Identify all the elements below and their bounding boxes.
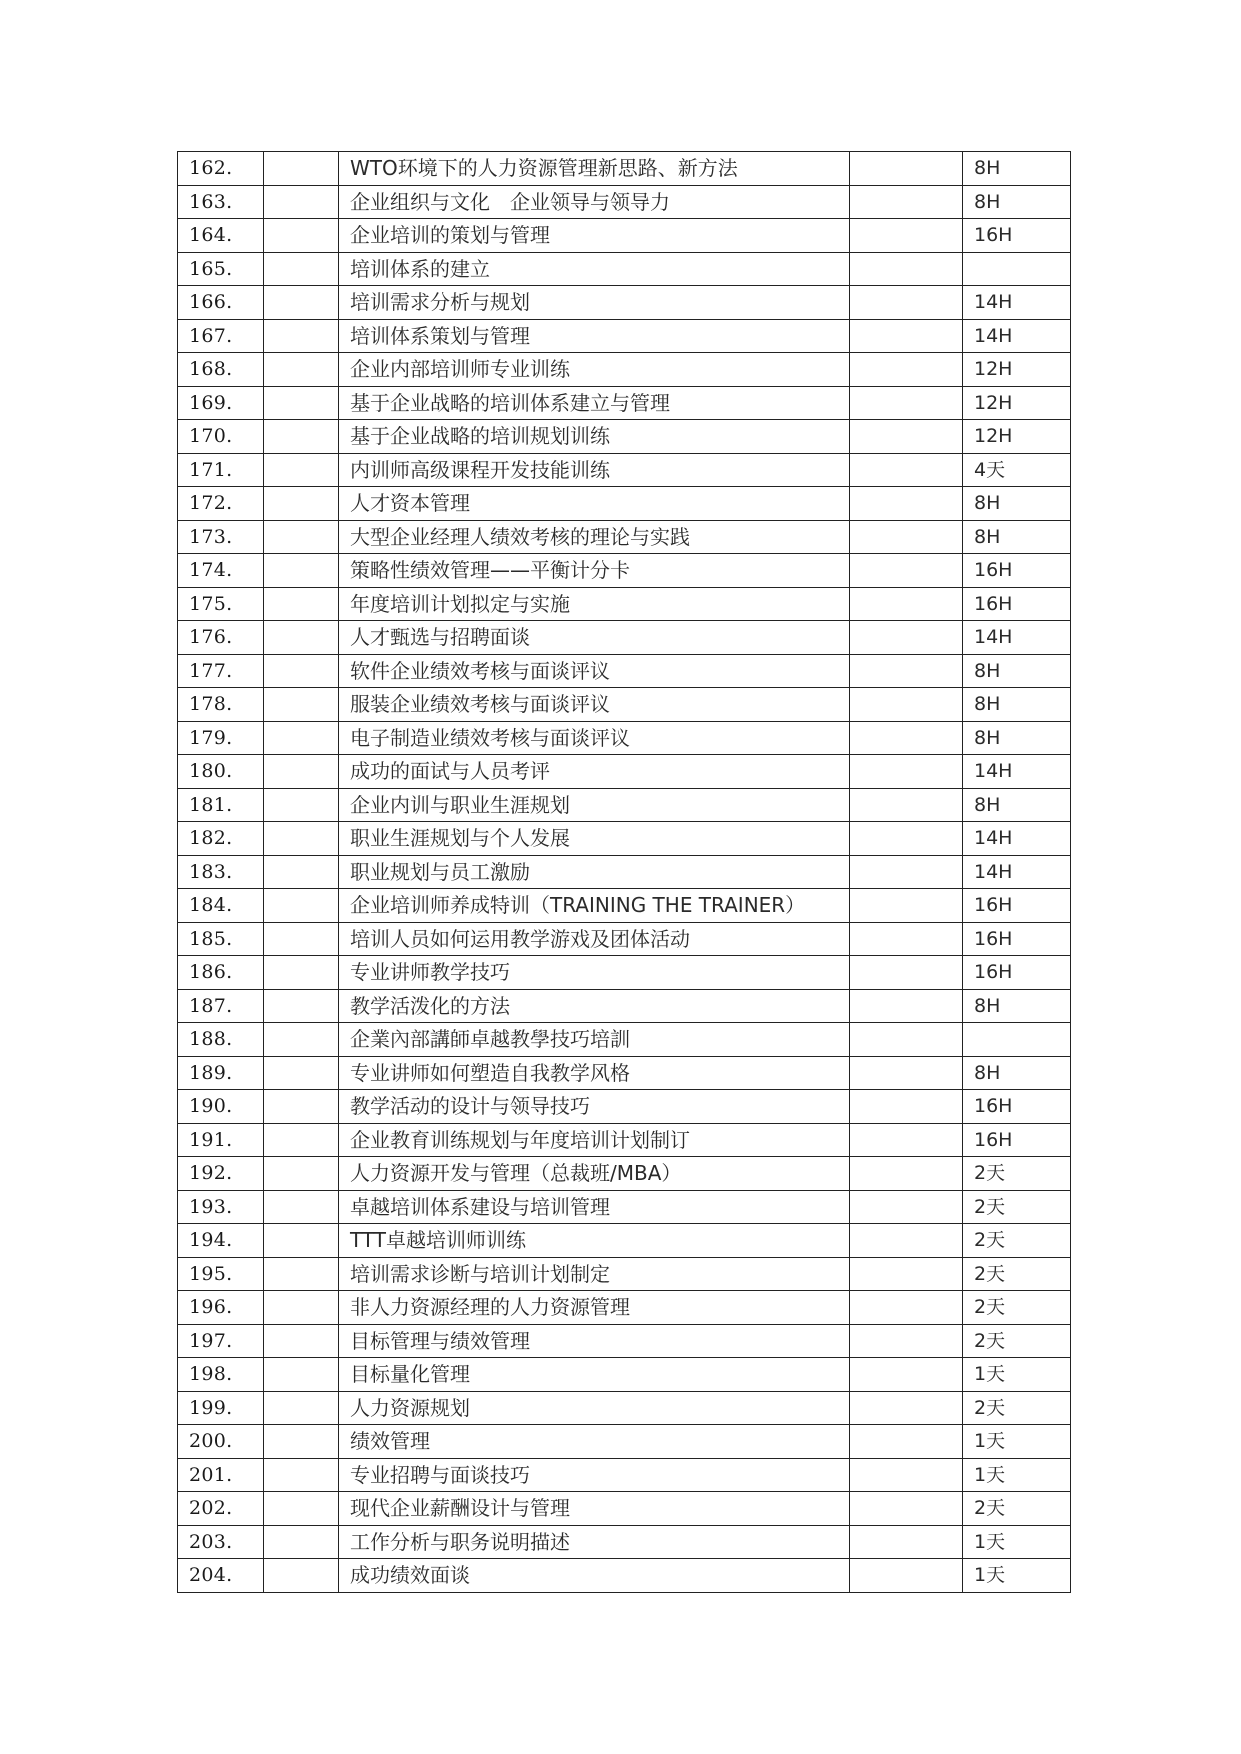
blank-cell xyxy=(850,822,963,856)
category-cell xyxy=(264,1090,339,1124)
row-number: 184. xyxy=(178,889,264,923)
course-duration: 14H xyxy=(963,621,1071,655)
course-duration: 8H xyxy=(963,989,1071,1023)
course-title: 非人力资源经理的人力资源管理 xyxy=(339,1291,850,1325)
row-number: 179. xyxy=(178,721,264,755)
category-cell xyxy=(264,755,339,789)
course-duration: 2天 xyxy=(963,1492,1071,1526)
category-cell xyxy=(264,1190,339,1224)
course-title: 成功的面试与人员考评 xyxy=(339,755,850,789)
course-title: 培训体系策划与管理 xyxy=(339,319,850,353)
course-title: 大型企业经理人绩效考核的理论与实践 xyxy=(339,520,850,554)
category-cell xyxy=(264,889,339,923)
category-cell xyxy=(264,453,339,487)
blank-cell xyxy=(850,219,963,253)
course-duration: 1天 xyxy=(963,1425,1071,1459)
row-number: 190. xyxy=(178,1090,264,1124)
blank-cell xyxy=(850,688,963,722)
course-title: 企业组织与文化 企业领导与领导力 xyxy=(339,185,850,219)
course-title: 企业培训师养成特训（TRAINING THE TRAINER） xyxy=(339,889,850,923)
row-number: 188. xyxy=(178,1023,264,1057)
course-duration: 2天 xyxy=(963,1324,1071,1358)
course-title: 电子制造业绩效考核与面谈评议 xyxy=(339,721,850,755)
row-number: 170. xyxy=(178,420,264,454)
table-row xyxy=(178,219,1071,253)
category-cell xyxy=(264,1224,339,1258)
row-number: 187. xyxy=(178,989,264,1023)
course-duration xyxy=(963,252,1071,286)
category-cell xyxy=(264,1492,339,1526)
course-title: 职业规划与员工激励 xyxy=(339,855,850,889)
course-duration: 16H xyxy=(963,956,1071,990)
blank-cell xyxy=(850,621,963,655)
row-number: 165. xyxy=(178,252,264,286)
course-duration: 8H xyxy=(963,1056,1071,1090)
course-title: 企業內部講師卓越教學技巧培訓 xyxy=(339,1023,850,1057)
category-cell xyxy=(264,1324,339,1358)
course-title: 策略性绩效管理——平衡计分卡 xyxy=(339,554,850,588)
blank-cell xyxy=(850,1123,963,1157)
table-row xyxy=(178,1458,1071,1492)
course-duration: 8H xyxy=(963,487,1071,521)
table-row xyxy=(178,721,1071,755)
table-row xyxy=(178,922,1071,956)
category-cell xyxy=(264,654,339,688)
course-duration: 2天 xyxy=(963,1257,1071,1291)
row-number: 175. xyxy=(178,587,264,621)
course-duration: 8H xyxy=(963,721,1071,755)
course-title: 培训人员如何运用教学游戏及团体活动 xyxy=(339,922,850,956)
row-number: 171. xyxy=(178,453,264,487)
category-cell xyxy=(264,1157,339,1191)
table-row xyxy=(178,1358,1071,1392)
table-row xyxy=(178,1525,1071,1559)
row-number: 177. xyxy=(178,654,264,688)
row-number: 195. xyxy=(178,1257,264,1291)
course-table xyxy=(177,151,1071,1593)
table-row xyxy=(178,956,1071,990)
table-row xyxy=(178,319,1071,353)
course-title: 人才资本管理 xyxy=(339,487,850,521)
course-title: 现代企业薪酬设计与管理 xyxy=(339,1492,850,1526)
category-cell xyxy=(264,1559,339,1593)
table-row xyxy=(178,1157,1071,1191)
course-title: 成功绩效面谈 xyxy=(339,1559,850,1593)
row-number: 172. xyxy=(178,487,264,521)
category-cell xyxy=(264,621,339,655)
blank-cell xyxy=(850,319,963,353)
course-title: 绩效管理 xyxy=(339,1425,850,1459)
category-cell xyxy=(264,185,339,219)
course-title: 专业讲师如何塑造自我教学风格 xyxy=(339,1056,850,1090)
course-title: 企业教育训练规划与年度培训计划制订 xyxy=(339,1123,850,1157)
blank-cell xyxy=(850,922,963,956)
row-number: 201. xyxy=(178,1458,264,1492)
row-number: 194. xyxy=(178,1224,264,1258)
blank-cell xyxy=(850,1559,963,1593)
table-row xyxy=(178,1090,1071,1124)
course-title: 专业讲师教学技巧 xyxy=(339,956,850,990)
row-number: 196. xyxy=(178,1291,264,1325)
category-cell xyxy=(264,219,339,253)
course-duration: 14H xyxy=(963,286,1071,320)
table-row xyxy=(178,487,1071,521)
blank-cell xyxy=(850,252,963,286)
course-title: 人力资源规划 xyxy=(339,1391,850,1425)
table-row xyxy=(178,855,1071,889)
category-cell xyxy=(264,1458,339,1492)
blank-cell xyxy=(850,1090,963,1124)
table-row xyxy=(178,1291,1071,1325)
table-row xyxy=(178,520,1071,554)
blank-cell xyxy=(850,1525,963,1559)
row-number: 178. xyxy=(178,688,264,722)
course-duration: 14H xyxy=(963,755,1071,789)
category-cell xyxy=(264,286,339,320)
category-cell xyxy=(264,721,339,755)
blank-cell xyxy=(850,956,963,990)
table-row xyxy=(178,554,1071,588)
row-number: 162. xyxy=(178,152,264,186)
row-number: 169. xyxy=(178,386,264,420)
category-cell xyxy=(264,1123,339,1157)
table-row xyxy=(178,386,1071,420)
category-cell xyxy=(264,1358,339,1392)
category-cell xyxy=(264,688,339,722)
row-number: 182. xyxy=(178,822,264,856)
blank-cell xyxy=(850,554,963,588)
row-number: 203. xyxy=(178,1525,264,1559)
category-cell xyxy=(264,152,339,186)
course-duration: 2天 xyxy=(963,1291,1071,1325)
course-title: 内训师高级课程开发技能训练 xyxy=(339,453,850,487)
course-title: 企业培训的策划与管理 xyxy=(339,219,850,253)
blank-cell xyxy=(850,1458,963,1492)
blank-cell xyxy=(850,1324,963,1358)
course-duration: 1天 xyxy=(963,1559,1071,1593)
table-row xyxy=(178,1492,1071,1526)
row-number: 174. xyxy=(178,554,264,588)
course-duration: 8H xyxy=(963,788,1071,822)
course-title: 培训需求诊断与培训计划制定 xyxy=(339,1257,850,1291)
course-duration: 12H xyxy=(963,386,1071,420)
table-row xyxy=(178,989,1071,1023)
blank-cell xyxy=(850,1425,963,1459)
table-row xyxy=(178,1023,1071,1057)
row-number: 163. xyxy=(178,185,264,219)
blank-cell xyxy=(850,1190,963,1224)
course-title: 企业内训与职业生涯规划 xyxy=(339,788,850,822)
course-duration: 8H xyxy=(963,688,1071,722)
course-title: 企业内部培训师专业训练 xyxy=(339,353,850,387)
row-number: 167. xyxy=(178,319,264,353)
course-duration: 4天 xyxy=(963,453,1071,487)
category-cell xyxy=(264,989,339,1023)
table-row xyxy=(178,1324,1071,1358)
category-cell xyxy=(264,587,339,621)
course-duration xyxy=(963,1023,1071,1057)
category-cell xyxy=(264,1525,339,1559)
blank-cell xyxy=(850,755,963,789)
course-title: 职业生涯规划与个人发展 xyxy=(339,822,850,856)
blank-cell xyxy=(850,353,963,387)
course-duration: 12H xyxy=(963,353,1071,387)
course-duration: 14H xyxy=(963,319,1071,353)
course-title: 人力资源开发与管理（总裁班/MBA） xyxy=(339,1157,850,1191)
category-cell xyxy=(264,1023,339,1057)
course-table-body xyxy=(178,152,1071,1593)
category-cell xyxy=(264,554,339,588)
course-title: 基于企业战略的培训规划训练 xyxy=(339,420,850,454)
course-duration: 2天 xyxy=(963,1190,1071,1224)
blank-cell xyxy=(850,185,963,219)
row-number: 168. xyxy=(178,353,264,387)
category-cell xyxy=(264,855,339,889)
category-cell xyxy=(264,386,339,420)
row-number: 176. xyxy=(178,621,264,655)
blank-cell xyxy=(850,1157,963,1191)
row-number: 181. xyxy=(178,788,264,822)
course-duration: 16H xyxy=(963,922,1071,956)
blank-cell xyxy=(850,1358,963,1392)
course-title: 专业招聘与面谈技巧 xyxy=(339,1458,850,1492)
category-cell xyxy=(264,520,339,554)
row-number: 193. xyxy=(178,1190,264,1224)
blank-cell xyxy=(850,453,963,487)
row-number: 185. xyxy=(178,922,264,956)
blank-cell xyxy=(850,1023,963,1057)
table-row xyxy=(178,353,1071,387)
course-duration: 1天 xyxy=(963,1358,1071,1392)
course-duration: 16H xyxy=(963,554,1071,588)
table-row xyxy=(178,252,1071,286)
blank-cell xyxy=(850,1391,963,1425)
table-row xyxy=(178,889,1071,923)
course-duration: 16H xyxy=(963,1123,1071,1157)
category-cell xyxy=(264,487,339,521)
course-duration: 16H xyxy=(963,219,1071,253)
course-title: 培训体系的建立 xyxy=(339,252,850,286)
table-row xyxy=(178,1224,1071,1258)
blank-cell xyxy=(850,788,963,822)
table-row xyxy=(178,654,1071,688)
course-duration: 2天 xyxy=(963,1224,1071,1258)
course-duration: 8H xyxy=(963,654,1071,688)
course-title: 服装企业绩效考核与面谈评议 xyxy=(339,688,850,722)
course-title: 人才甄选与招聘面谈 xyxy=(339,621,850,655)
blank-cell xyxy=(850,1257,963,1291)
blank-cell xyxy=(850,420,963,454)
table-row xyxy=(178,420,1071,454)
blank-cell xyxy=(850,487,963,521)
row-number: 204. xyxy=(178,1559,264,1593)
table-row xyxy=(178,1123,1071,1157)
category-cell xyxy=(264,1291,339,1325)
course-title: TTT卓越培训师训练 xyxy=(339,1224,850,1258)
table-row xyxy=(178,185,1071,219)
blank-cell xyxy=(850,855,963,889)
row-number: 183. xyxy=(178,855,264,889)
course-title: 基于企业战略的培训体系建立与管理 xyxy=(339,386,850,420)
blank-cell xyxy=(850,286,963,320)
course-title: 培训需求分析与规划 xyxy=(339,286,850,320)
table-row xyxy=(178,453,1071,487)
row-number: 202. xyxy=(178,1492,264,1526)
category-cell xyxy=(264,252,339,286)
course-duration: 8H xyxy=(963,185,1071,219)
row-number: 180. xyxy=(178,755,264,789)
category-cell xyxy=(264,353,339,387)
row-number: 189. xyxy=(178,1056,264,1090)
table-row xyxy=(178,755,1071,789)
category-cell xyxy=(264,956,339,990)
table-row xyxy=(178,1391,1071,1425)
course-duration: 14H xyxy=(963,822,1071,856)
category-cell xyxy=(264,1056,339,1090)
category-cell xyxy=(264,319,339,353)
course-title: 年度培训计划拟定与实施 xyxy=(339,587,850,621)
blank-cell xyxy=(850,1291,963,1325)
category-cell xyxy=(264,822,339,856)
blank-cell xyxy=(850,386,963,420)
blank-cell xyxy=(850,889,963,923)
blank-cell xyxy=(850,1224,963,1258)
category-cell xyxy=(264,1425,339,1459)
table-row xyxy=(178,1190,1071,1224)
table-row xyxy=(178,688,1071,722)
row-number: 164. xyxy=(178,219,264,253)
course-title: 教学活动的设计与领导技巧 xyxy=(339,1090,850,1124)
course-duration: 8H xyxy=(963,152,1071,186)
category-cell xyxy=(264,420,339,454)
course-duration: 1天 xyxy=(963,1525,1071,1559)
table-row xyxy=(178,587,1071,621)
blank-cell xyxy=(850,989,963,1023)
row-number: 197. xyxy=(178,1324,264,1358)
course-duration: 2天 xyxy=(963,1157,1071,1191)
blank-cell xyxy=(850,520,963,554)
table-row xyxy=(178,788,1071,822)
category-cell xyxy=(264,922,339,956)
row-number: 198. xyxy=(178,1358,264,1392)
course-title: 软件企业绩效考核与面谈评议 xyxy=(339,654,850,688)
course-duration: 2天 xyxy=(963,1391,1071,1425)
blank-cell xyxy=(850,1492,963,1526)
table-row xyxy=(178,152,1071,186)
course-duration: 16H xyxy=(963,889,1071,923)
blank-cell xyxy=(850,721,963,755)
row-number: 199. xyxy=(178,1391,264,1425)
course-duration: 14H xyxy=(963,855,1071,889)
table-row xyxy=(178,1257,1071,1291)
table-row xyxy=(178,621,1071,655)
course-title: 卓越培训体系建设与培训管理 xyxy=(339,1190,850,1224)
course-duration: 16H xyxy=(963,587,1071,621)
course-duration: 12H xyxy=(963,420,1071,454)
row-number: 191. xyxy=(178,1123,264,1157)
course-duration: 16H xyxy=(963,1090,1071,1124)
blank-cell xyxy=(850,654,963,688)
blank-cell xyxy=(850,152,963,186)
row-number: 192. xyxy=(178,1157,264,1191)
table-row xyxy=(178,822,1071,856)
course-title: 目标管理与绩效管理 xyxy=(339,1324,850,1358)
table-row xyxy=(178,1425,1071,1459)
table-row xyxy=(178,286,1071,320)
table-row xyxy=(178,1056,1071,1090)
category-cell xyxy=(264,788,339,822)
blank-cell xyxy=(850,1056,963,1090)
course-title: WTO环境下的人力资源管理新思路、新方法 xyxy=(339,152,850,186)
blank-cell xyxy=(850,587,963,621)
row-number: 166. xyxy=(178,286,264,320)
row-number: 200. xyxy=(178,1425,264,1459)
row-number: 173. xyxy=(178,520,264,554)
course-title: 工作分析与职务说明描述 xyxy=(339,1525,850,1559)
course-duration: 8H xyxy=(963,520,1071,554)
course-title: 目标量化管理 xyxy=(339,1358,850,1392)
table-row xyxy=(178,1559,1071,1593)
category-cell xyxy=(264,1257,339,1291)
row-number: 186. xyxy=(178,956,264,990)
category-cell xyxy=(264,1391,339,1425)
course-title: 教学活泼化的方法 xyxy=(339,989,850,1023)
course-duration: 1天 xyxy=(963,1458,1071,1492)
